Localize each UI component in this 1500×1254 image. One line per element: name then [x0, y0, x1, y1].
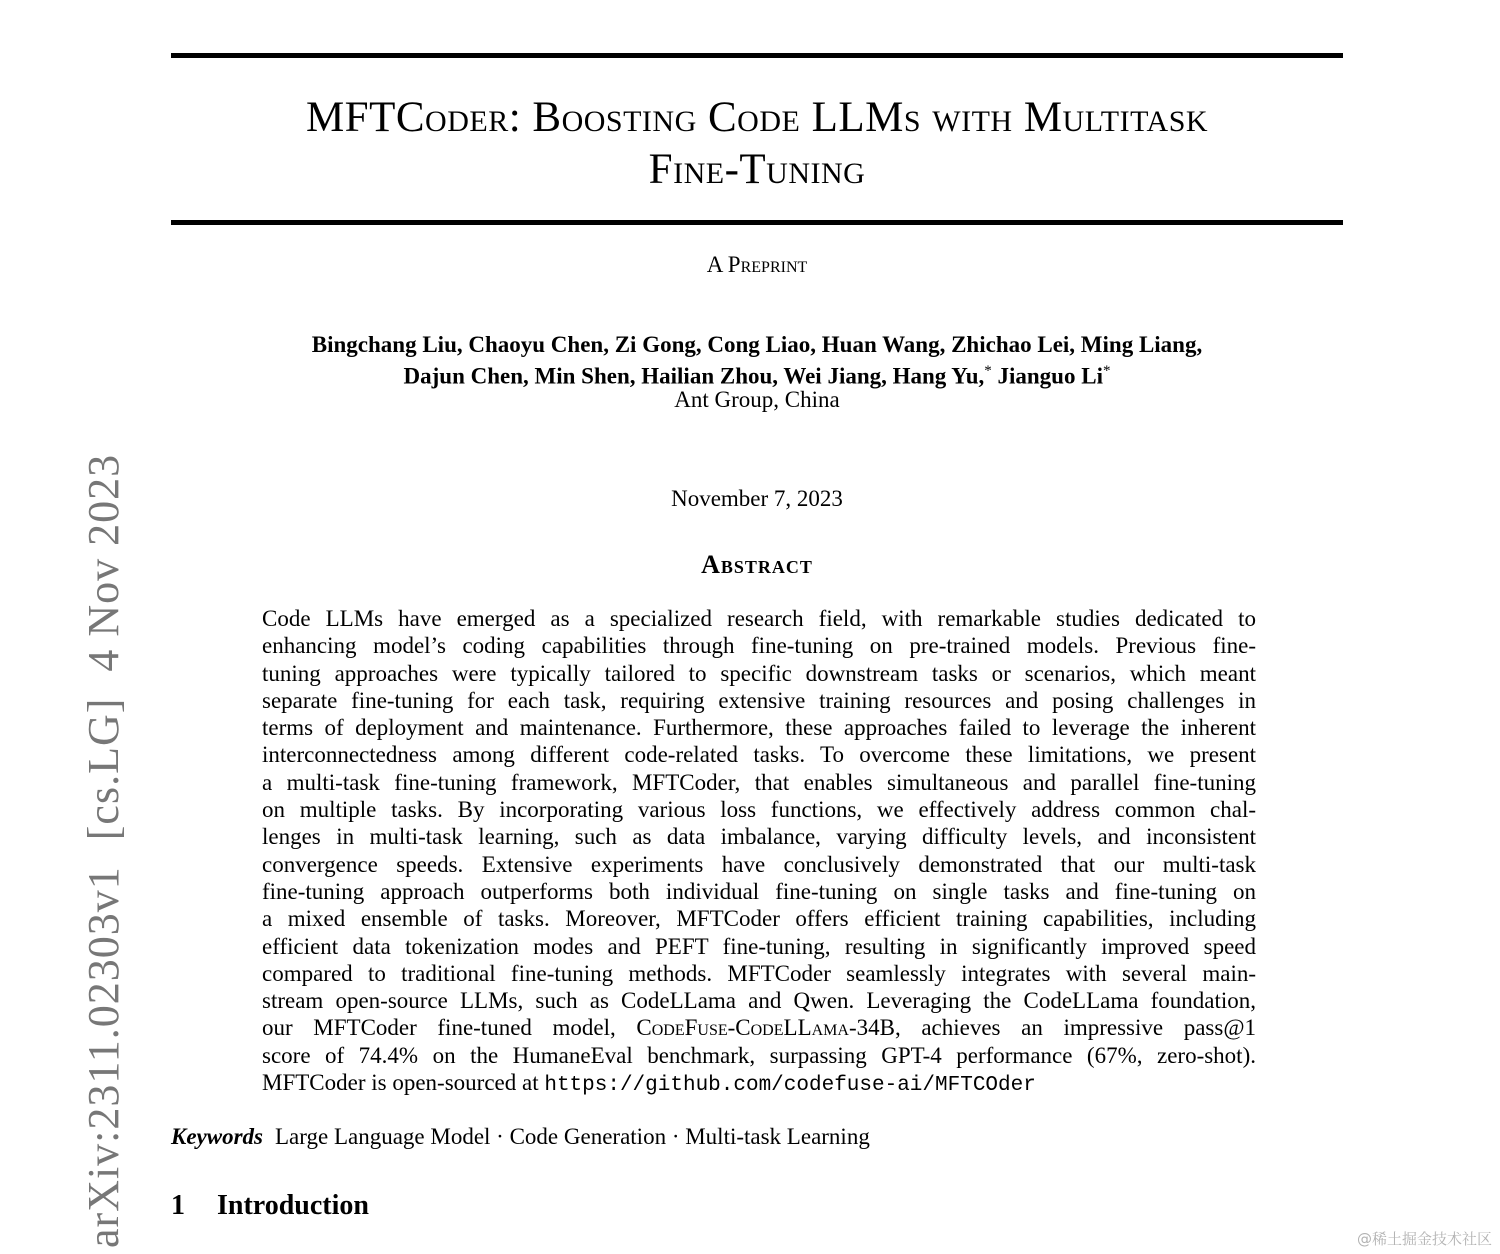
abstract-line: interconnectedness among different code-related tasks. To overcome these limitations, we present — [262, 742, 1256, 768]
keywords-label: Keywords — [171, 1124, 263, 1149]
corresponding-mark-2: * — [1102, 363, 1111, 379]
section-title: Introduction — [217, 1190, 369, 1221]
abstract-line-16-post: , achieves an impressive pass@1 — [894, 1015, 1256, 1041]
abstract-line: stream open-source LLMs, such as CodeLLama and Qwen. Leveraging the CodeLLama foundation, — [262, 988, 1256, 1014]
keywords — [171, 1124, 870, 1150]
abstract-line: a multi-task fine-tuning framework, MFTCoder, that enables simultaneous and parallel fine-tuning — [262, 769, 1256, 795]
abstract-line — [262, 1069, 1256, 1099]
affiliation: Ant Group, China — [674, 387, 840, 412]
paper-title — [171, 92, 1343, 196]
abstract-heading: Abstract — [701, 550, 813, 579]
abstract-line: efficient data tokenization modes and PEFT fine-tuning, resulting in significantly improved speed — [262, 933, 1256, 959]
section-heading — [171, 1190, 369, 1222]
abstract-line-16-pre: our MFTCoder fine-tuned model, — [262, 1015, 637, 1041]
author-line-2-text: Dajun Chen, Min Shen, Hailian Zhou, Wei Jiang, Hang Yu, — [403, 363, 985, 389]
arxiv-category: [cs.LG] — [79, 697, 128, 841]
abstract-line-18-pre: MFTCoder is open-sourced at — [262, 1070, 545, 1096]
abstract-line: tuning approaches were typically tailored to specific downstream tasks or scenarios, which meant — [262, 660, 1256, 686]
abstract-body — [262, 605, 1256, 1099]
paper-date: November 7, 2023 — [671, 486, 843, 511]
abstract-line: compared to traditional fine-tuning methods. MFTCoder seamlessly integrates with several main- — [262, 960, 1256, 986]
abstract-line: lenges in multi-task learning, such as data imbalance, varying difficulty levels, and inconsistent — [262, 824, 1256, 850]
author-line-1: Bingchang Liu, Chaoyu Chen, Zi Gong, Cong Liao, Huan Wang, Zhichao Lei, Ming Liang, — [311, 332, 1203, 357]
watermark: @稀土掘金技术社区 — [1356, 1230, 1492, 1248]
model-name: CodeFuse-CodeLLama-34B — [636, 1015, 895, 1041]
abstract-line: terms of deployment and maintenance. Furthermore, these approaches failed to leverage the inherent — [262, 715, 1256, 741]
arxiv-id: arXiv:2311.02303v1 — [79, 866, 128, 1248]
keywords-text: Large Language Model · Code Generation · Multi-task Learning — [275, 1124, 870, 1149]
abstract-line: score of 74.4% on the HumaneEval benchmark, surpassing GPT-4 performance (67%, zero-shot). — [262, 1042, 1256, 1068]
abstract-line: a mixed ensemble of tasks. Moreover, MFTCoder offers efficient training capabilities, including — [262, 906, 1256, 932]
title-bottom-rule — [171, 220, 1343, 225]
author-list — [171, 331, 1343, 390]
abstract-line: convergence speeds. Extensive experiments have conclusively demonstrated that our multi-task — [262, 851, 1256, 877]
author-line-2 — [171, 358, 1343, 390]
github-link[interactable]: https://github.com/codefuse-ai/MFTCOder — [544, 1074, 1036, 1098]
abstract-line: fine-tuning approach outperforms both individual fine-tuning on single tasks and fine-tuning on — [262, 878, 1256, 904]
abstract-line: on multiple tasks. By incorporating various loss functions, we effectively address common chal- — [262, 797, 1256, 823]
preprint-label: A Preprint — [706, 252, 808, 277]
abstract-line: enhancing model’s coding capabilities through fine-tuning on pre-trained models. Previous fine- — [262, 633, 1256, 659]
title-top-rule — [171, 53, 1343, 58]
section-number: 1 — [171, 1190, 185, 1221]
abstract-line: separate fine-tuning for each task, requiring extensive training resources and posing challenges in — [262, 687, 1256, 713]
arxiv-stamp — [78, 454, 129, 1248]
arxiv-date: 4 Nov 2023 — [79, 453, 128, 672]
paper-title-line-2: Fine-Tuning — [648, 146, 866, 193]
corresponding-mark: * — [984, 363, 992, 379]
author-last: Jianguo Li — [991, 363, 1103, 389]
abstract-line: Code LLMs have emerged as a specialized research field, with remarkable studies dedicated to — [262, 606, 1256, 631]
abstract-line — [262, 1014, 1256, 1041]
paper-title-line-1: MFTCoder: Boosting Code LLMs with Multitask — [305, 94, 1209, 141]
